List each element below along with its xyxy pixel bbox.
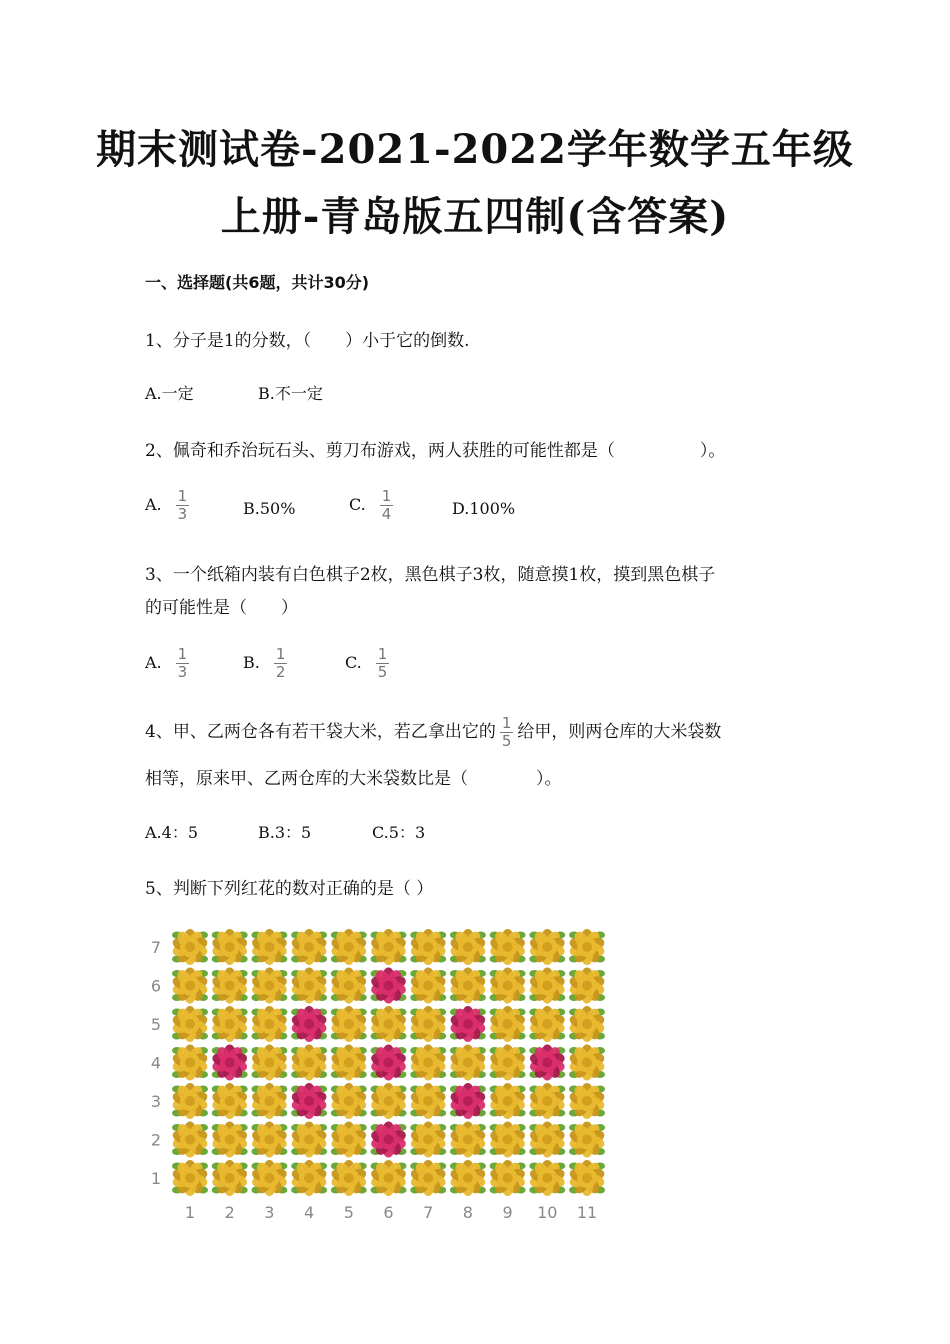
yellow-flower-2-7 <box>211 929 249 965</box>
question-3-line-2: 的可能性是（ ） <box>145 598 298 618</box>
red-flower-6-2 <box>370 1121 408 1157</box>
q2-option-b: B.50% <box>243 499 296 518</box>
q1-option-a: A.一定 <box>145 384 194 403</box>
q3-option-c-fraction <box>376 647 390 680</box>
yellow-flower-11-5 <box>568 1006 606 1042</box>
yellow-flower-1-2 <box>171 1121 209 1157</box>
yellow-flower-8-4 <box>449 1044 487 1080</box>
fraction-numerator: 1 <box>377 645 388 663</box>
yellow-flower-6-3 <box>370 1083 408 1119</box>
question-3-line-1: 3、一个纸箱内装有白色棋子2枚，黑色棋子3枚，随意摸1枚，摸到黑色棋子 <box>145 565 716 585</box>
question-5: 5、判断下列红花的数对正确的是（ ） <box>145 879 434 899</box>
row-label-5: 5 <box>150 1015 162 1034</box>
yellow-flower-2-6 <box>211 967 249 1003</box>
yellow-flower-5-6 <box>330 967 368 1003</box>
title-line-1: 期末测试卷-2021-2022学年数学五年级 <box>96 126 854 173</box>
yellow-flower-9-6 <box>489 967 527 1003</box>
q3-option-a-label: A. <box>145 653 162 672</box>
fraction-denominator: 3 <box>177 505 188 523</box>
yellow-flower-11-4 <box>568 1044 606 1080</box>
column-label-9: 9 <box>502 1203 513 1222</box>
red-flower-6-4 <box>370 1044 408 1080</box>
yellow-flower-2-5 <box>211 1006 249 1042</box>
yellow-flower-7-4 <box>409 1044 447 1080</box>
column-label-5: 5 <box>343 1203 354 1222</box>
yellow-flower-4-1 <box>290 1160 328 1196</box>
yellow-flower-6-7 <box>370 929 408 965</box>
q4-option-c: C.5：3 <box>372 823 426 842</box>
q2-option-a <box>145 489 189 522</box>
red-flower-4-3 <box>290 1083 328 1119</box>
yellow-flower-2-3 <box>211 1083 249 1119</box>
row-label-1: 1 <box>150 1169 162 1188</box>
q4-text-pre: 4、甲、乙两仓各有若干袋大米，若乙拿出它的 <box>145 722 496 742</box>
q4-option-a: A.4：5 <box>145 823 199 842</box>
yellow-flower-9-1 <box>489 1160 527 1196</box>
column-label-10: 10 <box>537 1203 558 1222</box>
q3-option-c-label: C. <box>345 653 362 672</box>
question-4-line-2: 相等，原来甲、乙两仓库的大米袋数比是（ ）。 <box>145 769 562 789</box>
yellow-flower-9-7 <box>489 929 527 965</box>
yellow-flower-10-1 <box>528 1160 566 1196</box>
question-2: 2、佩奇和乔治玩石头、剪刀布游戏，两人获胜的可能性都是（ ）。 <box>145 441 726 461</box>
q2-option-a-fraction <box>176 489 190 522</box>
row-label-3: 3 <box>150 1092 162 1111</box>
yellow-flower-1-7 <box>171 929 209 965</box>
yellow-flower-6-1 <box>370 1160 408 1196</box>
yellow-flower-3-3 <box>250 1083 288 1119</box>
yellow-flower-7-5 <box>409 1006 447 1042</box>
fraction-denominator: 4 <box>381 505 392 523</box>
column-label-6: 6 <box>383 1203 394 1222</box>
yellow-flower-11-1 <box>568 1160 606 1196</box>
red-flower-6-6 <box>370 967 408 1003</box>
flower-grid-figure <box>140 925 620 1225</box>
yellow-flower-10-2 <box>528 1121 566 1157</box>
q2-option-c-fraction <box>380 489 394 522</box>
question-4-line-1 <box>145 716 721 749</box>
red-flower-10-4 <box>528 1044 566 1080</box>
yellow-flower-4-2 <box>290 1121 328 1157</box>
q4-option-b: B.3：5 <box>258 823 312 842</box>
q3-option-a <box>145 647 189 680</box>
column-label-2: 2 <box>224 1203 235 1222</box>
q4-text-post: 给甲，则两仓库的大米袋数 <box>517 722 722 742</box>
yellow-flower-5-1 <box>330 1160 368 1196</box>
q2-option-c-label: C. <box>349 495 366 514</box>
fraction-numerator: 1 <box>177 487 188 505</box>
fraction-denominator: 5 <box>501 732 512 750</box>
yellow-flower-4-4 <box>290 1044 328 1080</box>
yellow-flower-9-2 <box>489 1121 527 1157</box>
yellow-flower-1-6 <box>171 967 209 1003</box>
yellow-flower-1-3 <box>171 1083 209 1119</box>
yellow-flower-8-2 <box>449 1121 487 1157</box>
fraction-denominator: 3 <box>177 663 188 681</box>
column-label-1: 1 <box>184 1203 196 1222</box>
yellow-flower-1-5 <box>171 1006 209 1042</box>
yellow-flower-9-4 <box>489 1044 527 1080</box>
yellow-flower-11-3 <box>568 1083 606 1119</box>
yellow-flower-11-6 <box>568 967 606 1003</box>
q3-option-a-fraction <box>176 647 190 680</box>
yellow-flower-2-1 <box>211 1160 249 1196</box>
yellow-flower-8-1 <box>449 1160 487 1196</box>
column-label-7: 7 <box>423 1203 434 1222</box>
yellow-flower-10-5 <box>528 1006 566 1042</box>
red-flower-8-3 <box>449 1083 487 1119</box>
q3-option-c <box>345 647 389 680</box>
yellow-flower-6-5 <box>370 1006 408 1042</box>
fraction-denominator: 2 <box>275 663 286 681</box>
yellow-flower-9-5 <box>489 1006 527 1042</box>
column-label-3: 3 <box>264 1203 275 1222</box>
yellow-flower-3-1 <box>250 1160 288 1196</box>
yellow-flower-7-6 <box>409 967 447 1003</box>
red-flower-2-4 <box>211 1044 249 1080</box>
yellow-flower-3-6 <box>250 967 288 1003</box>
yellow-flower-5-7 <box>330 929 368 965</box>
column-label-8: 8 <box>462 1203 473 1222</box>
yellow-flower-10-7 <box>528 929 566 965</box>
q1-option-b: B.不一定 <box>258 384 323 403</box>
yellow-flower-8-7 <box>449 929 487 965</box>
yellow-flower-11-2 <box>568 1121 606 1157</box>
column-label-11: 11 <box>576 1203 598 1222</box>
fraction-numerator: 1 <box>275 645 286 663</box>
fraction-numerator: 1 <box>177 645 188 663</box>
yellow-flower-5-3 <box>330 1083 368 1119</box>
yellow-flower-7-7 <box>409 929 447 965</box>
fraction-denominator: 5 <box>377 663 388 681</box>
section-heading: 一、选择题(共6题，共计30分) <box>145 273 370 292</box>
yellow-flower-5-4 <box>330 1044 368 1080</box>
yellow-flower-7-1 <box>409 1160 447 1196</box>
yellow-flower-3-2 <box>250 1121 288 1157</box>
q4-fraction <box>500 716 514 749</box>
red-flower-8-5 <box>449 1006 487 1042</box>
q3-option-b <box>243 647 287 680</box>
yellow-flower-5-2 <box>330 1121 368 1157</box>
yellow-flower-2-2 <box>211 1121 249 1157</box>
fraction-numerator: 1 <box>381 487 392 505</box>
yellow-flower-5-5 <box>330 1006 368 1042</box>
yellow-flower-10-6 <box>528 967 566 1003</box>
yellow-flower-4-7 <box>290 929 328 965</box>
q3-option-b-label: B. <box>243 653 260 672</box>
row-label-6: 6 <box>150 976 162 996</box>
row-label-7: 7 <box>150 938 162 957</box>
q2-option-c <box>349 489 393 522</box>
red-flower-4-5 <box>290 1006 328 1042</box>
row-label-4: 4 <box>150 1053 162 1073</box>
q2-option-a-label: A. <box>145 495 162 514</box>
yellow-flower-11-7 <box>568 929 606 965</box>
yellow-flower-3-7 <box>250 929 288 965</box>
yellow-flower-1-1 <box>171 1160 209 1196</box>
yellow-flower-7-3 <box>409 1083 447 1119</box>
yellow-flower-3-4 <box>250 1044 288 1080</box>
yellow-flower-9-3 <box>489 1083 527 1119</box>
column-label-4: 4 <box>304 1203 315 1222</box>
fraction-numerator: 1 <box>501 714 512 732</box>
yellow-flower-10-3 <box>528 1083 566 1119</box>
yellow-flower-8-6 <box>449 967 487 1003</box>
yellow-flower-1-4 <box>171 1044 209 1080</box>
row-label-2: 2 <box>150 1130 162 1150</box>
q3-option-b-fraction <box>274 647 288 680</box>
question-1: 1、分子是1的分数，（ ）小于它的倒数. <box>145 331 470 351</box>
yellow-flower-4-6 <box>290 967 328 1003</box>
q2-option-d: D.100% <box>452 499 516 518</box>
title-line-2: 上册-青岛版五四制(含答案) <box>220 193 730 240</box>
yellow-flower-3-5 <box>250 1006 288 1042</box>
yellow-flower-7-2 <box>409 1121 447 1157</box>
